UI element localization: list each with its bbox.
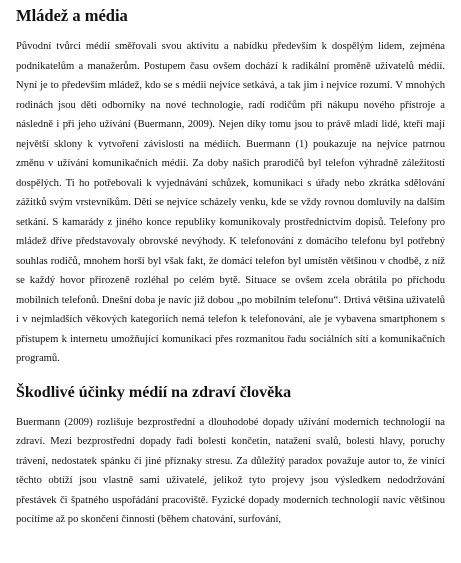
section-paragraph-skodlive-ucinky: Buermann (2009) rozlišuje bezprostřední a dlouhodobé dopady užívání moderních technologií na zdraví. Mezi bezprostřední dopady řadí bolesti končetin, natažení svalů, bolesti hlavy, poruchy trávení, nedostatek spánku či jiné příznaky stresu. Za důležitý paradox považuje autor to, že vinící těchto obtíží jsou vlastně sami uživatelé, jelikož tyto projevy jsou výsledkem nedodržování přestávek či špatného uspořádání pracoviště. Fyzické dopady moderních technologií navíc většinou pocítíme až po skončení činnosti (během chatování, surfování,: [16, 416, 445, 525]
section-paragraph-mladez-a-media: Původní tvůrci médií směřovali svou aktivitu a nabídku především k dospělým lidem, zejména podnikatelům a manažerům. Postupem času ovšem dochází k radikální proměně uživatelů médií. Nyní je to především mládež, kdo se s médii nejvíce setkává, a tak jim i nejvíce rozumí. V mnohých rodinách jsou děti odborníky na nové technologie, radí rodičům při nákupu nového přístroje a následně i při jeho užívání (Buermann, 2009). Nejen díky tomu jsou to právě mladí lidé, kteří mají největší sklony k vytvoření závislosti na médiích. Buermann (1) poukazuje na nejvíce patrnou změnu v užívání komunikačních médií. Za doby našich prarodičů byl telefon výhradně záležitostí dospělých. Ti ho potřebovali k vyjednávání schůzek, komunikaci s úřady nebo zkrátka sdělování zážitků svým vrstevníkům. Děti se nejvíce scházely venku, kde se vždy rovnou domluvily na dalším setkání. S kamarády z jiného konce republiky komunikovaly prostřednictvím dopisů. Telefony pro mládež dříve představovaly obrovské nevýhody. K telefonování z domácího telefonu byl potřebný souhlas rodičů, mnohem horší byl však fakt, že domácí telefon byl umístěn většinou v chodbě, z níž se každý hovor přirozeně rozléhal po celém bytě. Situace se ovšem zcela obrátila po příchodu mobilních telefonů. Dnešní doba je navíc již dobou „po mobilním telefonu“. Drtivá většina uživatelů i v nejmladších věkových kategoriích nemá telefon k telefonování, ale je vybavena smartphonem s přístupem k internetu umožňující komunikaci přes rozmanitou řadu sociálních sítí a komunikačních programů.: [16, 41, 445, 364]
section-heading-mladez-a-media: Mládež a média: [16, 6, 128, 25]
section-heading-skodlive-ucinky: Škodlivé účinky médií na zdraví člověka: [16, 383, 292, 401]
